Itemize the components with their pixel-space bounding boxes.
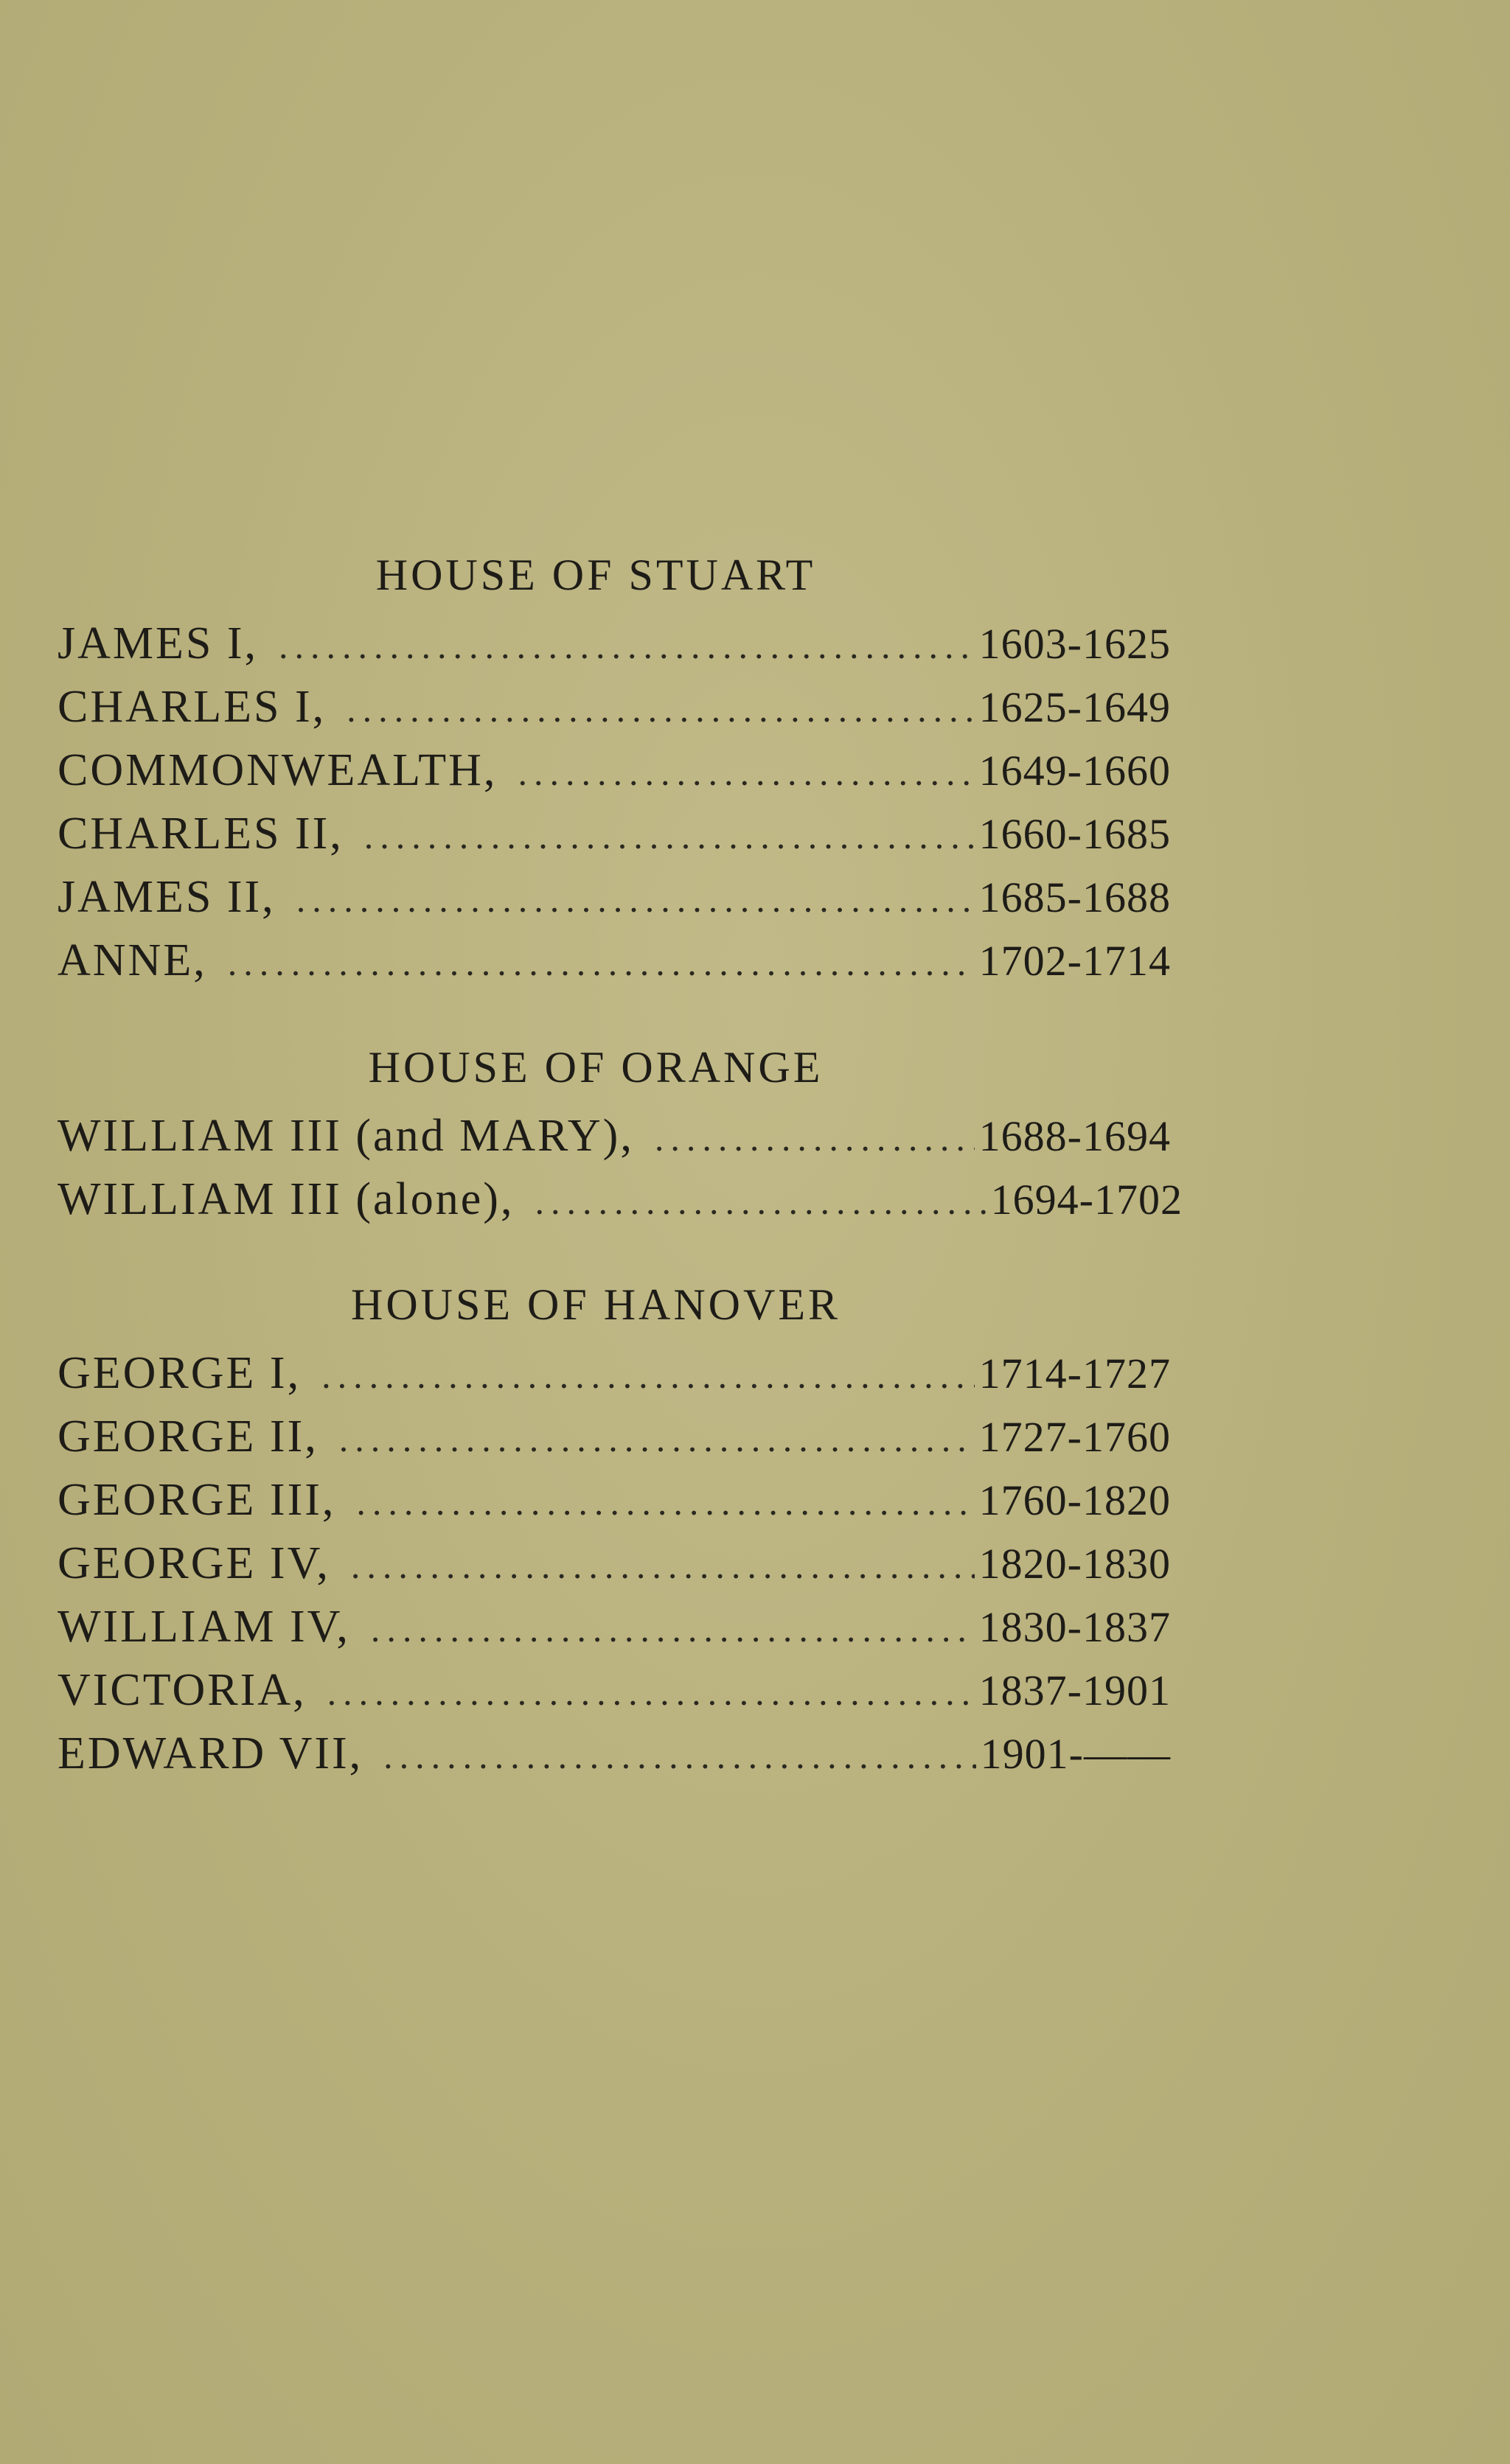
sovereign-name: VICTORIA,	[58, 1665, 307, 1715]
dot-leader	[228, 931, 975, 994]
reign-years: 1830-1837	[978, 1603, 1171, 1651]
sovereign-name: EDWARD VII,	[58, 1728, 363, 1779]
list-item	[58, 1595, 1171, 1658]
sovereign-name: WILLIAM IV,	[58, 1602, 350, 1652]
list-item	[58, 929, 1171, 992]
reign-years: 1603-1625	[978, 620, 1171, 668]
dot-leader	[371, 1597, 975, 1661]
section-heading: HOUSE OF ORANGE	[368, 1043, 824, 1092]
sovereign-name: WILLIAM III (and MARY),	[58, 1111, 634, 1161]
section-heading: HOUSE OF STUART	[375, 551, 816, 599]
reign-years: 1685-1688	[978, 873, 1171, 921]
list-item	[58, 865, 1171, 929]
sovereign-name: GEORGE I,	[58, 1348, 302, 1398]
house-of-stuart-section	[58, 538, 1171, 992]
reign-years: 1694-1702	[990, 1176, 1183, 1224]
section-heading: HOUSE OF HANOVER	[350, 1280, 841, 1329]
reign-years: 1625-1649	[978, 683, 1171, 731]
list-item	[58, 1104, 1171, 1168]
dot-leader	[351, 1534, 975, 1597]
reign-years: 1760-1820	[978, 1476, 1171, 1524]
dot-leader	[339, 1407, 975, 1470]
dot-leader	[296, 868, 975, 931]
list-item	[58, 1658, 1171, 1722]
sovereigns-list	[58, 538, 1183, 1785]
dot-leader	[655, 1106, 975, 1170]
reign-years: 1727-1760	[978, 1413, 1171, 1461]
reign-years: 1649-1660	[978, 747, 1171, 795]
dot-leader	[347, 677, 975, 741]
list-item	[58, 612, 1171, 675]
reign-years: 1702-1714	[978, 937, 1171, 985]
sovereign-name: GEORGE III,	[58, 1475, 336, 1525]
dot-leader	[535, 1170, 986, 1233]
dot-leader	[356, 1470, 974, 1534]
list-item	[58, 1168, 1183, 1231]
reign-years: 1688-1694	[978, 1112, 1171, 1160]
sovereign-name: GEORGE II,	[58, 1411, 319, 1462]
list-item	[58, 1532, 1171, 1595]
sovereign-name: CHARLES II,	[58, 809, 344, 859]
house-of-hanover-section	[58, 1268, 1171, 1785]
house-of-orange-section	[58, 1030, 1183, 1231]
sovereign-name: ANNE,	[58, 935, 207, 985]
sovereign-name: GEORGE IV,	[58, 1538, 330, 1588]
list-item	[58, 1341, 1171, 1405]
sovereign-name: JAMES II,	[58, 872, 276, 922]
reign-years: 1837-1901	[978, 1666, 1171, 1714]
dot-leader	[364, 804, 975, 868]
dot-leader	[327, 1661, 975, 1724]
list-item	[58, 1722, 1171, 1785]
reign-years: 1820-1830	[978, 1540, 1171, 1588]
list-item	[58, 739, 1171, 802]
list-item	[58, 675, 1171, 739]
sovereign-name: COMMONWEALTH,	[58, 745, 498, 795]
dot-leader	[518, 741, 974, 804]
reign-years: 1901-——	[980, 1730, 1171, 1778]
dot-leader	[321, 1344, 975, 1407]
sovereign-name: JAMES I,	[58, 618, 259, 669]
dot-leader	[383, 1724, 976, 1787]
sovereign-name: WILLIAM III (alone),	[58, 1174, 515, 1224]
list-item	[58, 1405, 1171, 1468]
reign-years: 1714-1727	[978, 1350, 1171, 1397]
list-item	[58, 1468, 1171, 1532]
dot-leader	[279, 614, 975, 677]
list-item	[58, 802, 1171, 865]
sovereign-name: CHARLES I,	[58, 682, 327, 732]
reign-years: 1660-1685	[978, 810, 1171, 858]
